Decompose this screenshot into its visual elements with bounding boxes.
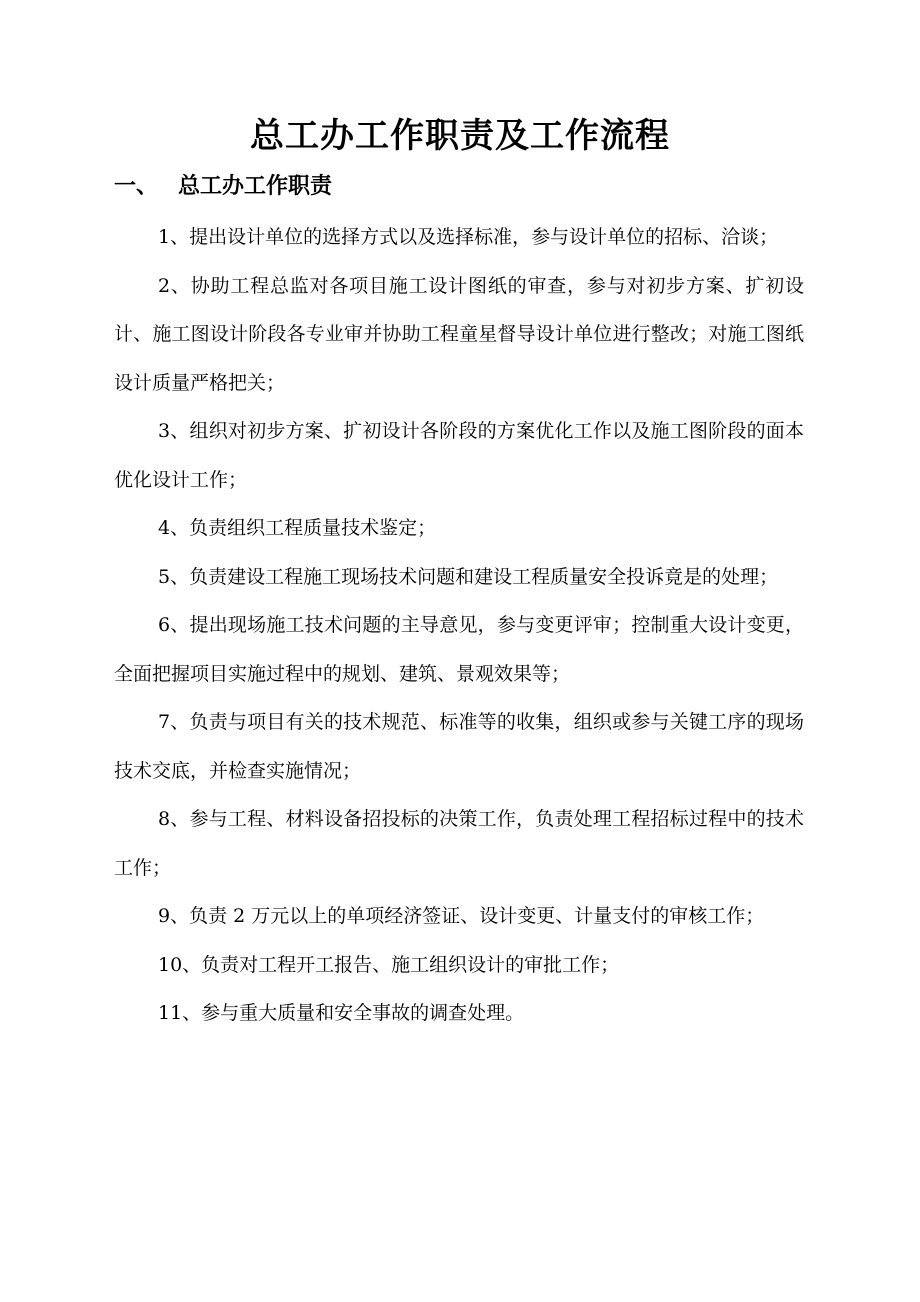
duty-item-5: 5、负责建设工程施工现场技术问题和建设工程质量安全投诉竟是的处理； (158, 565, 779, 588)
section-heading (114, 168, 332, 204)
section-title: 总工办工作职责 (178, 173, 333, 199)
duty-item-2: 2、协助工程总监对各项目施工设计图纸的审查，参与对初步方案、扩初设计、施工图设计阶段各专业审并协助工程童星督导设计单位进行整改；对施工图纸设计质量严格把关； (114, 274, 804, 394)
duty-list (114, 213, 804, 1038)
duty-item-10: 10、负责对工程开工报告、施工组织设计的审批工作； (158, 953, 620, 976)
section-number: 一、 (114, 173, 159, 199)
duty-item-3: 3、组织对初步方案、扩初设计各阶段的方案优化工作以及施工图阶段的面本优化设计工作； (114, 420, 804, 491)
duty-item-6: 6、提出现场施工技术问题的主导意见，参与变更评审；控制重大设计变更，全面把握项目实施过程中的规划、建筑、景观效果等； (114, 614, 804, 685)
duty-item-11: 11、参与重大质量和安全事故的调查处理。 (158, 1002, 525, 1024)
duty-item-7: 7、负责与项目有关的技术规范、标准等的收集，组织或参与关键工序的现场技术交底，并检查实施情况； (114, 711, 804, 782)
duty-item-9: 9、负责 2 万元以上的单项经济签证、设计变更、计量支付的审核工作； (158, 905, 765, 927)
duty-item-4: 4、负责组织工程质量技术鉴定； (158, 517, 437, 539)
document-title: 总工办工作职责及工作流程 (250, 116, 670, 156)
duty-item-1: 1、提出设计单位的选择方式以及选择标准，参与设计单位的招标、洽谈； (158, 226, 779, 248)
duty-item-8: 8、参与工程、材料设备招投标的决策工作，负责处理工程招标过程中的技术工作； (114, 808, 804, 879)
